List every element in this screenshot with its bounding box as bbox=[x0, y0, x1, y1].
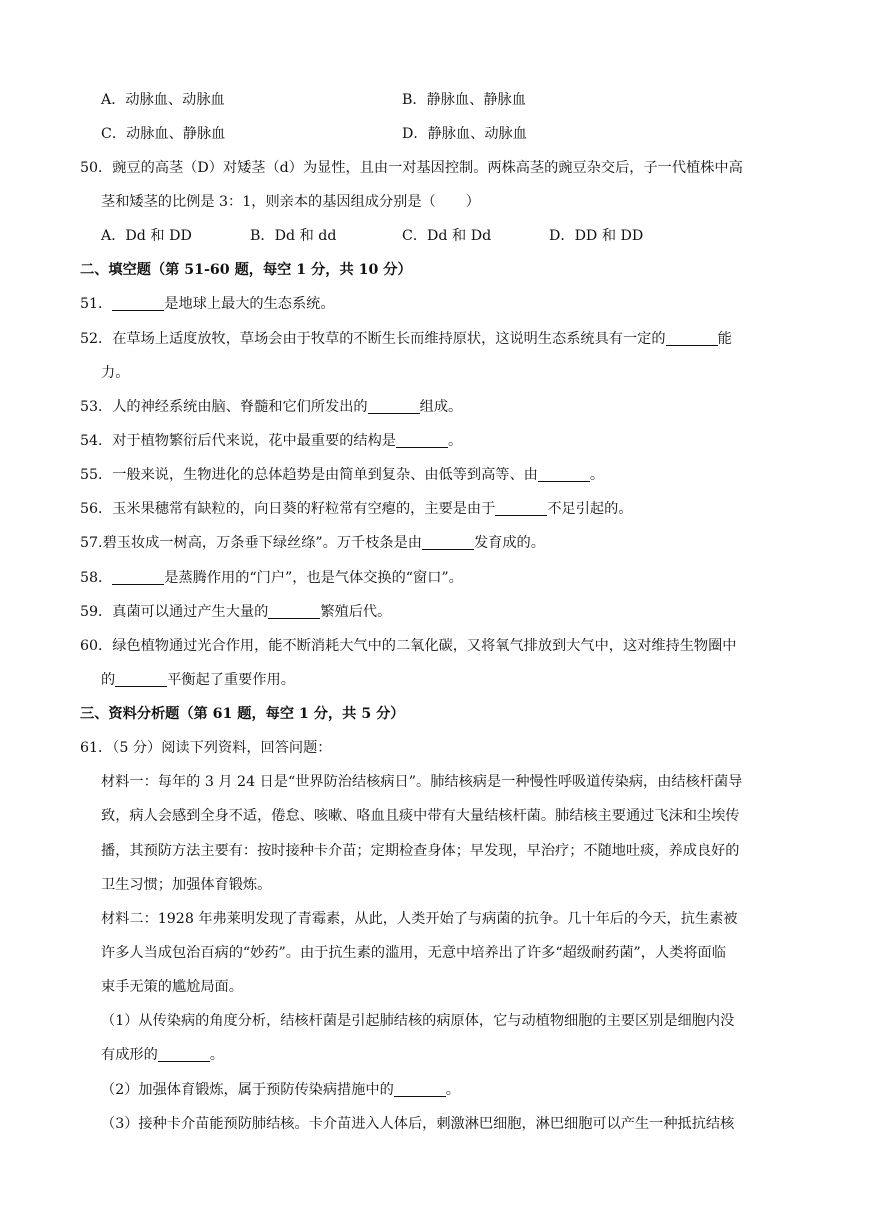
fill-blank bbox=[396, 429, 448, 448]
q61-material-2-line-2: 许多人当成包治百病的“妙药”。由于抗生素的滥用，无意中培养出了许多“超级耐药菌”，人类将面临 bbox=[101, 945, 726, 961]
q49-option-d: D．静脉血、动脉血 bbox=[402, 126, 527, 142]
fill-blank bbox=[112, 292, 164, 311]
q60-line-1: 60．绿色植物通过光合作用，能不断消耗大气中的二氧化碳，又将氧气排放到大气中，这对维持生物圈中 bbox=[80, 638, 737, 654]
q50-option-c: C．Dd 和 Dd bbox=[402, 228, 492, 244]
q61-material-2-line-3: 束手无策的尴尬局面。 bbox=[101, 979, 243, 995]
fill-blank bbox=[268, 600, 320, 619]
q49-options-row-1 bbox=[0, 83, 869, 117]
fill-blank bbox=[394, 1078, 446, 1097]
fill-blank bbox=[158, 1043, 210, 1062]
q49-options-row-2 bbox=[0, 117, 869, 151]
q61-material-2-line-1: 材料二：1928 年弗莱明发现了青霉素，从此，人类开始了与病菌的抗争。几十年后的今天，抗生素被 bbox=[101, 911, 738, 927]
q50-options bbox=[0, 219, 869, 253]
q60-line-2: 的 平衡起了重要作用。 bbox=[0, 663, 869, 697]
q52-line-2: 力。 bbox=[101, 365, 130, 381]
q61-material-1-line-3: 播，其预防方法主要有：按时接种卡介苗；定期检查身体；早发现，早治疗；不随地吐痰，养成良好的 bbox=[101, 843, 740, 859]
q51: 51． 是地球上最大的生态系统。 bbox=[0, 287, 869, 321]
q49-option-c: C．动脉血、静脉血 bbox=[101, 126, 226, 142]
fill-blank bbox=[495, 497, 547, 516]
q61-intro: 61．（5 分）阅读下列资料，回答问题： bbox=[80, 740, 332, 756]
q55: 55．一般来说，生物进化的总体趋势是由简单到复杂、由低等到高等、由 。 bbox=[0, 458, 869, 492]
q61-sub-1-line-1: （1）从传染病的角度分析，结核杆菌是引起肺结核的病原体，它与动植物细胞的主要区别是细胞内没 bbox=[101, 1013, 735, 1029]
fill-blank bbox=[115, 668, 167, 687]
q59: 59．真菌可以通过产生大量的 繁殖后代。 bbox=[0, 595, 869, 629]
q57: 57.碧玉妆成一树高，万条垂下绿丝绦”。万千枝条是由 发育成的。 bbox=[0, 526, 869, 560]
q61-sub-1-line-2: 有成形的 。 bbox=[0, 1038, 869, 1072]
q49-option-b: B．静脉血、静脉血 bbox=[402, 92, 526, 108]
q52-line-1: 52．在草场上适度放牧，草场会由于牧草的不断生长而维持原状，这说明生态系统具有一定的 能 bbox=[0, 322, 869, 356]
q50-option-b: B．Dd 和 dd bbox=[250, 228, 337, 244]
fill-blank bbox=[538, 463, 590, 482]
fill-blank bbox=[368, 395, 420, 414]
fill-blank bbox=[112, 566, 164, 585]
q54: 54．对于植物繁衍后代来说，花中最重要的结构是 。 bbox=[0, 424, 869, 458]
section-2-heading: 二、填空题（第 51-60 题，每空 1 分，共 10 分） bbox=[80, 262, 412, 278]
fill-blank bbox=[666, 327, 718, 346]
q50-stem-line-2: 茎和矮茎的比例是 3：1，则亲本的基因组成分别是（ ） bbox=[101, 194, 480, 210]
q50-option-a: A．Dd 和 DD bbox=[101, 228, 192, 244]
q58: 58． 是蒸腾作用的“门户”，也是气体交换的“窗口”。 bbox=[0, 561, 869, 595]
q56: 56．玉米果穗常有缺粒的，向日葵的籽粒常有空瘪的，主要是由于 不足引起的。 bbox=[0, 492, 869, 526]
q53: 53．人的神经系统由脑、脊髓和它们所发出的 组成。 bbox=[0, 390, 869, 424]
section-3-heading: 三、资料分析题（第 61 题，每空 1 分，共 5 分） bbox=[80, 706, 405, 722]
q50-option-d: D．DD 和 DD bbox=[549, 228, 644, 244]
q49-option-a: A．动脉血、动脉血 bbox=[101, 92, 225, 108]
q61-sub-2: （2）加强体育锻炼，属于预防传染病措施中的 。 bbox=[0, 1073, 869, 1107]
q50-stem-line-1: 50．豌豆的高茎（D）对矮茎（d）为显性，且由一对基因控制。两株高茎的豌豆杂交后，子一代植株中高 bbox=[80, 160, 743, 176]
q61-material-1-line-4: 卫生习惯；加强体育锻炼。 bbox=[101, 877, 272, 893]
q61-sub-3: （3）接种卡介苗能预防肺结核。卡介苗进入人体后，刺激淋巴细胞，淋巴细胞可以产生一种抵抗结核 bbox=[101, 1116, 735, 1132]
q61-material-1-line-1: 材料一：每年的 3 月 24 日是“世界防治结核病日”。肺结核病是一种慢性呼吸道传染病，由结核杆菌导 bbox=[101, 774, 743, 790]
fill-blank bbox=[422, 531, 474, 550]
q61-material-1-line-2: 致，病人会感到全身不适，倦怠、咳嗽、咯血且痰中带有大量结核杆菌。肺结核主要通过飞沫和尘埃传 bbox=[101, 808, 740, 824]
